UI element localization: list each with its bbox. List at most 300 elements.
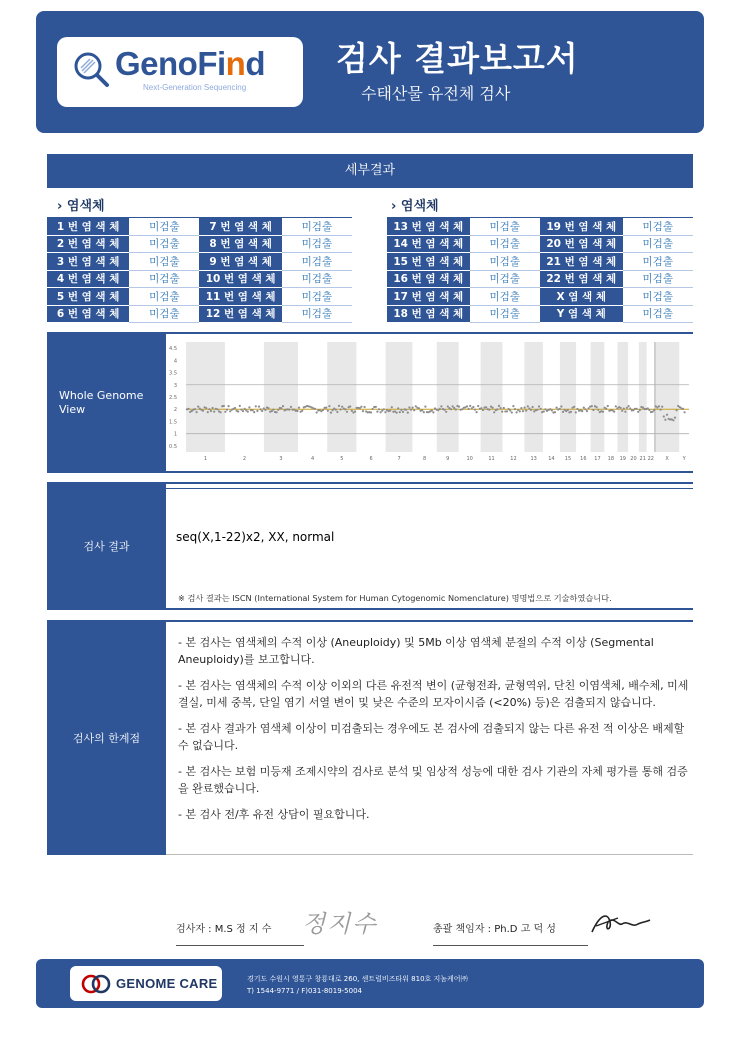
copy-number-point [229, 410, 231, 412]
chromosome-status: 미검출 [282, 235, 352, 253]
copy-number-point [327, 410, 329, 412]
chromosome-label: 13 번 염 색 체 [387, 218, 470, 236]
chromosome-label: 15 번 염 색 체 [387, 253, 470, 271]
chromosome-heading-right: › 염색체 [391, 199, 439, 214]
copy-number-point [328, 405, 330, 407]
chromosome-band [617, 342, 628, 452]
copy-number-point [256, 410, 258, 412]
chromosome-row [47, 288, 352, 306]
chromosome-row [47, 218, 352, 236]
chromosome-label: X 염 색 체 [540, 288, 623, 306]
chromosome-band [186, 342, 225, 452]
x-tick-label: 9 [446, 456, 450, 462]
x-tick-label: Y [682, 456, 686, 462]
copy-number-point [503, 407, 505, 409]
document-subtitle: 수태산물 유전체 검사 [361, 84, 511, 103]
copy-number-point [536, 409, 538, 411]
chromosome-status: 미검출 [623, 270, 693, 288]
copy-number-point [226, 409, 228, 411]
copy-number-point [648, 409, 650, 411]
copy-number-point [391, 406, 393, 408]
copy-number-point [216, 408, 218, 410]
copy-number-point [202, 410, 204, 412]
copy-number-point [524, 407, 526, 409]
chromosome-heading-left: › 염색체 [57, 199, 105, 214]
copy-number-point [532, 406, 534, 408]
copy-number-point [410, 409, 412, 411]
copy-number-point [276, 411, 278, 413]
copy-number-point [591, 405, 593, 407]
chromosome-table-left [47, 217, 352, 323]
copy-number-point [485, 406, 487, 408]
logo-wordmark: GenoFind [115, 45, 266, 82]
x-tick-label: 2 [242, 456, 247, 462]
copy-number-point [466, 405, 468, 407]
copy-number-point [573, 406, 575, 408]
document-title: 검사 결과보고서 [336, 39, 579, 78]
copy-number-point [341, 406, 343, 408]
copy-number-point [624, 411, 626, 413]
copy-number-point [458, 406, 460, 408]
x-tick-label: 3 [279, 456, 283, 462]
x-tick-label: 5 [340, 456, 344, 462]
copy-number-point [272, 409, 274, 411]
copy-number-point [684, 411, 686, 413]
chromosome-row [47, 270, 352, 288]
chromosome-label: 21 번 염 색 체 [540, 253, 623, 271]
result-label: 검사 결과 [83, 540, 130, 553]
copy-number-point [432, 411, 434, 413]
copy-number-point [626, 407, 628, 409]
magnifier-dna-icon [71, 49, 111, 89]
copy-number-point [336, 411, 338, 413]
chromosome-row [47, 253, 352, 271]
limitation-item: - 본 검사는 보험 미등재 조제시약의 검사로 분석 및 임상적 성능에 대한 검사 기관의 자체 평가를 통해 검증을 완료했습니다. [178, 765, 688, 795]
copy-number-point [476, 411, 478, 413]
copy-number-point [370, 411, 372, 413]
y-tick-label: 3.5 [169, 370, 177, 377]
x-tick-label: X [665, 456, 669, 462]
copy-number-point [383, 408, 385, 410]
x-tick-label: 4 [311, 456, 315, 462]
copy-number-point [575, 411, 577, 413]
copy-number-point [282, 405, 284, 407]
copy-number-point [652, 411, 654, 413]
copy-number-point [431, 410, 433, 412]
copy-number-point [562, 411, 564, 413]
copy-number-point [544, 408, 546, 410]
chromosome-status: 미검출 [470, 235, 540, 253]
copy-number-point [440, 405, 442, 407]
copy-number-point [408, 406, 410, 408]
copy-number-point [296, 410, 298, 412]
chromosome-row [387, 288, 693, 306]
copy-number-point [228, 405, 230, 407]
copy-number-point [400, 409, 402, 411]
copy-number-point [514, 408, 516, 410]
chromosome-label: 1 번 염 색 체 [47, 218, 129, 236]
tester-signature: 정지수 [302, 910, 378, 938]
copy-number-point [508, 408, 510, 410]
copy-number-point [298, 407, 300, 409]
x-tick-label: 16 [580, 456, 587, 462]
copy-number-point [439, 408, 441, 410]
copy-number-point [362, 410, 364, 412]
chromosome-band [264, 342, 298, 452]
iscn-note: ※ 검사 결과는 ISCN (International System for Human Cytogenomic Nomenclature) 명명법으로 기술하였습니다. [178, 593, 612, 603]
y-tick-label: 1.5 [169, 419, 177, 426]
chromosome-label: 20 번 염 색 체 [540, 235, 623, 253]
x-tick-label: 22 [647, 456, 654, 462]
copy-number-point [482, 409, 484, 411]
report-header [36, 11, 704, 133]
copy-number-point [498, 405, 500, 407]
genome-care-wordmark: GENOME CARE [116, 976, 218, 991]
copy-number-point [660, 409, 662, 411]
tester-sign-line [176, 945, 304, 946]
copy-number-point [253, 411, 255, 413]
copy-number-point [378, 408, 380, 410]
copy-number-point [332, 409, 334, 411]
copy-number-point [586, 410, 588, 412]
limitations-list [178, 634, 690, 832]
copy-number-point [501, 411, 503, 413]
chromosome-status: 미검출 [282, 270, 352, 288]
copy-number-point [239, 405, 241, 407]
x-tick-label: 19 [619, 456, 626, 462]
copy-number-point [538, 405, 540, 407]
copy-number-point [647, 407, 649, 409]
chromosome-status: 미검출 [129, 235, 199, 253]
copy-number-point [314, 408, 316, 410]
copy-number-point [584, 408, 586, 410]
chromosome-status: 미검출 [282, 288, 352, 306]
chromosome-label: 12 번 염 색 체 [199, 305, 281, 323]
chromosome-status: 미검출 [282, 253, 352, 271]
copy-number-point [628, 405, 630, 407]
copy-number-point [372, 408, 374, 410]
copy-number-point [242, 410, 244, 412]
x-tick-label: 20 [630, 456, 637, 462]
chromosome-label: 11 번 염 색 체 [199, 288, 281, 306]
y-tick-label: 0.5 [169, 443, 177, 450]
copy-number-point [316, 411, 318, 413]
copy-number-point [623, 408, 625, 410]
copy-number-point [421, 409, 423, 411]
chromosome-band [655, 342, 679, 452]
copy-number-point [335, 409, 337, 411]
tester-name: 검사자 : M.S 정 지 수 [176, 924, 272, 935]
footer-contact: T) 1544-9771 / F)031-8019-5004 [247, 987, 362, 995]
copy-number-point [277, 409, 279, 411]
copy-number-point [620, 407, 622, 409]
copy-number-point [452, 405, 454, 407]
copy-number-point [674, 417, 676, 419]
y-tick-label: 4 [173, 358, 177, 365]
genofind-logo [57, 37, 303, 107]
copy-number-point [500, 407, 502, 409]
copy-number-point [354, 411, 356, 413]
copy-number-point [240, 409, 242, 411]
copy-number-point [472, 406, 474, 408]
chromosome-band [524, 342, 543, 452]
copy-number-point [197, 406, 199, 408]
chromosome-label: 14 번 염 색 체 [387, 235, 470, 253]
copy-number-point [664, 419, 666, 421]
copy-number-point [576, 408, 578, 410]
chromosome-status: 미검출 [129, 253, 199, 271]
copy-number-point [596, 406, 598, 408]
chromosome-label: 8 번 염 색 체 [199, 235, 281, 253]
copy-number-point [592, 409, 594, 411]
copy-number-point [271, 410, 273, 412]
chromosome-label: 5 번 염 색 체 [47, 288, 129, 306]
copy-number-point [258, 406, 260, 408]
copy-number-point [480, 407, 482, 409]
copy-number-point [376, 411, 378, 413]
copy-number-point [375, 406, 377, 408]
chromosome-band [386, 342, 413, 452]
footer-address: 경기도 수원시 영통구 창룡대로 260, 센트럴비즈타워 810호 지놈케어㈜ [247, 975, 468, 983]
copy-number-point [525, 410, 527, 412]
copy-number-point [621, 410, 623, 412]
copy-number-point [632, 409, 634, 411]
x-tick-label: 8 [423, 456, 427, 462]
chromosome-label: 4 번 염 색 체 [47, 270, 129, 288]
chromosome-status: 미검출 [470, 288, 540, 306]
copy-number-point [346, 411, 348, 413]
copy-number-point [224, 411, 226, 413]
copy-number-point [636, 408, 638, 410]
copy-number-point [205, 407, 207, 409]
y-tick-label: 1 [173, 431, 177, 438]
logo-tagline: Next-Generation Sequencing [143, 83, 247, 92]
chromosome-band [560, 342, 576, 452]
copy-number-point [488, 409, 490, 411]
result-panel [166, 482, 693, 610]
copy-number-point [413, 409, 415, 411]
limitation-item: - 본 검사는 염색체의 수적 이상 (Aneuploidy) 및 5Mb 이상 염색체 분절의 수적 이상 (Segmental Aneuploidy)를 보고합니다. [178, 636, 654, 666]
copy-number-point [399, 411, 401, 413]
copy-number-point [474, 409, 476, 411]
copy-number-point [389, 410, 391, 412]
copy-number-point [519, 410, 521, 412]
chromosome-row [387, 235, 693, 253]
copy-number-point [290, 406, 292, 408]
genome-care-icon [80, 973, 112, 995]
chromosome-label: 3 번 염 색 체 [47, 253, 129, 271]
copy-number-point [560, 405, 562, 407]
chromosome-status: 미검출 [470, 270, 540, 288]
copy-number-point [672, 419, 674, 421]
copy-number-point [567, 409, 569, 411]
chromosome-row [387, 305, 693, 323]
copy-number-point [322, 409, 324, 411]
chromosome-status: 미검출 [282, 305, 352, 323]
chromosome-table-right [387, 217, 693, 323]
whole-genome-label-cell [47, 332, 166, 473]
copy-number-point [384, 411, 386, 413]
chromosome-row [387, 218, 693, 236]
copy-number-point [301, 410, 303, 412]
chromosome-status: 미검출 [470, 305, 540, 323]
copy-number-point [208, 408, 210, 410]
copy-number-point [605, 408, 607, 410]
chromosome-status: 미검출 [129, 305, 199, 323]
chromosome-label: 7 번 염 색 체 [199, 218, 281, 236]
chromosome-label: 16 번 염 색 체 [387, 270, 470, 288]
chromosome-label: 2 번 염 색 체 [47, 235, 129, 253]
copy-number-point [469, 405, 471, 407]
genome-care-logo [70, 966, 222, 1001]
whole-genome-label: Whole Genome View [59, 388, 144, 416]
copy-number-point [402, 411, 404, 413]
copy-number-point [653, 409, 655, 411]
chromosome-band [639, 342, 647, 452]
x-tick-label: 7 [397, 456, 401, 462]
copy-number-point [554, 411, 556, 413]
copy-number-point [237, 410, 239, 412]
copy-number-point [496, 408, 498, 410]
copy-number-point [405, 409, 407, 411]
x-tick-label: 17 [594, 456, 601, 462]
x-tick-label: 21 [639, 456, 646, 462]
copy-number-point [666, 414, 668, 416]
copy-number-point [445, 411, 447, 413]
x-tick-label: 6 [369, 456, 373, 462]
whole-genome-panel [166, 332, 693, 473]
limitations-label: 검사의 한계점 [72, 731, 141, 745]
copy-number-point [223, 405, 225, 407]
copy-number-point [512, 405, 514, 407]
chromosome-status: 미검출 [470, 253, 540, 271]
y-tick-label: 3 [173, 382, 177, 389]
copy-number-point [268, 407, 270, 409]
chromosome-band [327, 342, 356, 452]
report-footer [36, 959, 704, 1008]
copy-number-point [556, 407, 558, 409]
chromosome-row [47, 305, 352, 323]
copy-number-point [468, 408, 470, 410]
chromosome-status: 미검출 [282, 218, 352, 236]
director-sign-line [433, 945, 588, 946]
result-label-cell [47, 482, 166, 610]
chromosome-status: 미검출 [623, 218, 693, 236]
copy-number-point [602, 411, 604, 413]
copy-number-point [397, 407, 399, 409]
copy-number-point [351, 410, 353, 412]
copy-number-point [213, 411, 215, 413]
copy-number-point [453, 407, 455, 409]
chromosome-label: 22 번 염 색 체 [540, 270, 623, 288]
copy-number-point [261, 410, 263, 412]
chromosome-label: 10 번 염 색 체 [199, 270, 281, 288]
chromosome-status: 미검출 [623, 305, 693, 323]
copy-number-point [380, 411, 382, 413]
chromosome-label: 9 번 염 색 체 [199, 253, 281, 271]
x-tick-label: 1 [203, 456, 208, 462]
copy-number-point [330, 412, 332, 414]
copy-number-point [639, 409, 641, 411]
chromosome-label: 6 번 염 색 체 [47, 305, 129, 323]
chromosome-band [591, 342, 605, 452]
copy-number-point [396, 412, 398, 414]
copy-number-point [220, 411, 222, 413]
chromosome-status: 미검출 [623, 288, 693, 306]
copy-number-point [418, 407, 420, 409]
chromosome-status: 미검출 [470, 218, 540, 236]
copy-number-point [540, 408, 542, 410]
copy-number-point [492, 407, 494, 409]
copy-number-point [450, 408, 452, 410]
chromosome-row [387, 253, 693, 271]
copy-number-point [527, 405, 529, 407]
chromosome-label: Y 염 색 체 [540, 305, 623, 323]
limitation-item: - 본 검사는 염색체의 수적 이상 이외의 다른 유전적 변이 (균형전좌, 균형역위, 단친 이염색체, 배수체, 미세 결실, 미세 중복, 단일 염기 서열 변이 및 낮은 수준의 모자이시즘 (<20%) 등)은 검출되지 않습니다. [178, 679, 689, 709]
copy-number-point [570, 411, 572, 413]
x-tick-label: 12 [510, 456, 517, 462]
chromosome-status: 미검출 [129, 288, 199, 306]
copy-number-point [682, 408, 684, 410]
y-tick-label: 2 [173, 407, 177, 414]
copy-number-point [244, 408, 246, 410]
chromosome-band [437, 342, 459, 452]
copy-number-point [583, 407, 585, 409]
copy-number-point [516, 411, 518, 413]
director-signature [588, 908, 654, 938]
copy-number-point [349, 405, 351, 407]
copy-number-point [412, 407, 414, 409]
copy-number-point [247, 411, 249, 413]
copy-number-point [444, 409, 446, 411]
chromosome-label: 17 번 염 색 체 [387, 288, 470, 306]
copy-number-point [210, 410, 212, 412]
copy-number-point [260, 408, 262, 410]
limitation-item: - 본 검사 전/후 유전 상담이 필요합니다. [178, 808, 370, 821]
copy-number-point [511, 411, 513, 413]
limitations-label-cell [47, 620, 166, 855]
x-tick-label: 11 [488, 456, 495, 462]
copy-number-point [207, 411, 209, 413]
director-name: 총괄 책임자 : Ph.D 고 덕 성 [433, 924, 556, 935]
copy-number-point [264, 409, 266, 411]
copy-number-point [613, 411, 615, 413]
x-tick-label: 10 [466, 456, 473, 462]
copy-number-point [234, 407, 236, 409]
karyotype-result: seq(X,1-22)x2, XX, normal [176, 530, 335, 544]
copy-number-point [597, 409, 599, 411]
whole-genome-chart [166, 334, 693, 471]
copy-number-point [581, 410, 583, 412]
copy-number-point [248, 406, 250, 408]
y-tick-label: 4.5 [169, 346, 177, 353]
copy-number-point [663, 415, 665, 417]
copy-number-point [325, 407, 327, 409]
copy-number-point [615, 405, 617, 407]
chromosome-row [387, 270, 693, 288]
copy-number-point [588, 407, 590, 409]
x-tick-label: 13 [530, 456, 537, 462]
copy-number-point [477, 405, 479, 407]
copy-number-point [344, 408, 346, 410]
copy-number-point [255, 405, 257, 407]
copy-number-point [493, 411, 495, 413]
copy-number-point [661, 406, 663, 408]
copy-number-point [551, 409, 553, 411]
y-tick-label: 2.5 [169, 395, 177, 401]
chromosome-band [481, 342, 503, 452]
copy-number-point [509, 409, 511, 411]
